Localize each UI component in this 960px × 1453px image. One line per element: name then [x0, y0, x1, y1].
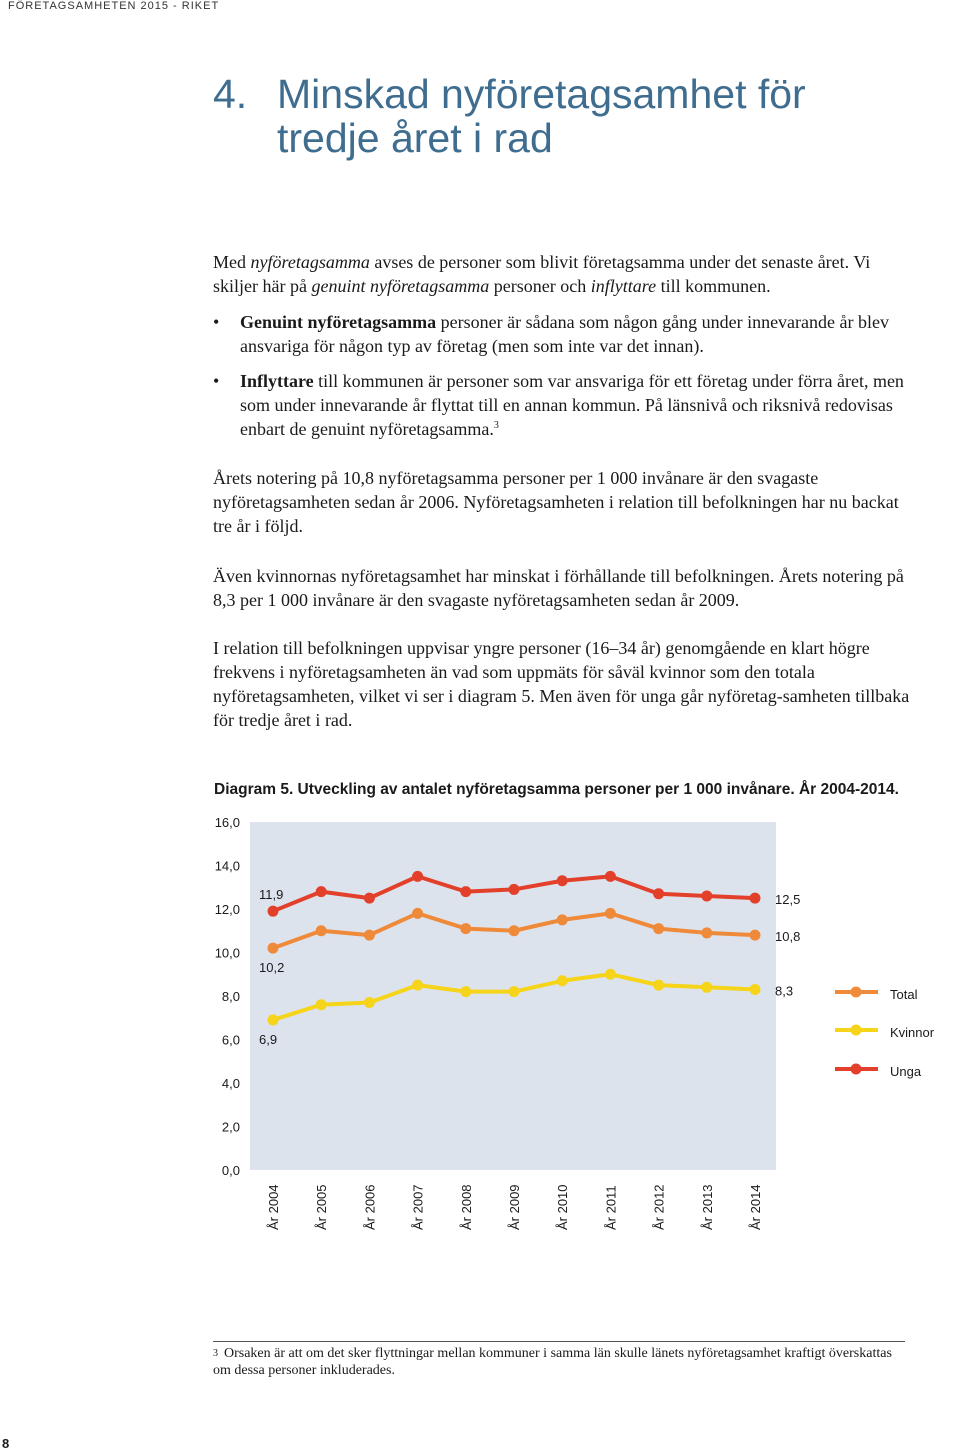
paragraph-total: Årets notering på 10,8 nyföretagsamma personer per 1 000 invånare är den svagaste nyföretagsamheten sedan år 2006. Nyföretagsamheten i relation till befolkningen har nu backat tre år i följd.: [213, 468, 899, 536]
y-tick-label: 0,0: [221, 1163, 240, 1178]
data-point-kvinnor: [268, 1014, 279, 1025]
data-point-kvinnor: [701, 982, 712, 993]
legend-marker-unga: [851, 1064, 862, 1075]
intro-paragraph: Med nyföretagsamma avses de personer som blivit företagsamma under det senaste året. Vi skiljer här på genuint nyföretagsamma personer och inflyttare till kommunen.: [213, 252, 871, 296]
paragraph-kvinnor: Även kvinnornas nyföretagsamhet har minskat i förhållande till befolkningen. Årets notering på 8,3 per 1 000 invånare är den svagaste nyföretagsamheten sedan år 2009.: [213, 566, 904, 610]
page-number: 8: [2, 1436, 10, 1451]
data-point-unga: [316, 886, 327, 897]
x-tick-label: År 2014: [748, 1184, 763, 1230]
footnote-reference[interactable]: 3: [493, 420, 499, 431]
data-point-unga: [557, 875, 568, 886]
chapter-title-text: Minskad nyföretagsamhet för tredje året i rad: [277, 71, 806, 161]
chapter-title: [213, 72, 913, 160]
bullet-dot: •: [213, 371, 220, 391]
data-point-kvinnor: [460, 986, 471, 997]
data-label: 8,3: [775, 983, 794, 999]
x-tick-label: År 2008: [458, 1184, 474, 1230]
data-point-total: [701, 927, 712, 938]
data-point-total: [268, 943, 279, 954]
y-tick-label: 2,0: [221, 1119, 240, 1135]
data-point-unga: [412, 871, 423, 882]
data-label: 10,8: [775, 929, 801, 945]
data-point-unga: [701, 890, 712, 901]
data-point-total: [557, 914, 568, 925]
bullet-lead: Genuint nyföretagsamma: [240, 312, 437, 332]
footnote-divider: [213, 1341, 905, 1342]
data-point-total: [316, 925, 327, 936]
x-tick-label: År 2011: [603, 1185, 619, 1230]
bullet-text: till kommunen är personer som var ansvariga för ett företag under förra året, men som under innevarande år flyttat till en annan kommun. På länsnivå och riksnivå redovisas enbart de genuint nyföretagsamma.: [240, 371, 904, 439]
legend-label-kvinnor: Kvinnor: [890, 1025, 935, 1040]
y-tick-label: 6,0: [221, 1032, 240, 1048]
data-point-kvinnor: [509, 986, 520, 997]
bullet-text: personer är sådana som någon gång under innevarande år blev ansvariga för någon typ av företag (men som inte var det innan).: [240, 312, 889, 356]
data-point-kvinnor: [316, 999, 327, 1010]
bullet-inflyttare: [213, 369, 913, 441]
running-head: FÖRETAGSAMHETEN 2015 - RIKET: [8, 0, 220, 12]
x-tick-label: År 2007: [410, 1184, 426, 1230]
data-point-total: [509, 925, 520, 936]
x-tick-label: År 2012: [651, 1184, 667, 1230]
data-label: 11,9: [259, 887, 284, 903]
x-tick-label: År 2009: [507, 1184, 522, 1230]
data-point-kvinnor: [412, 980, 423, 991]
data-label: 6,9: [259, 1031, 278, 1047]
data-point-total: [605, 908, 616, 919]
chapter-number: 4.: [213, 71, 248, 117]
data-point-kvinnor: [557, 975, 568, 986]
data-label: 10,2: [259, 960, 285, 976]
y-tick-label: 4,0: [221, 1076, 240, 1091]
line-chart: [0, 800, 960, 1240]
y-tick-label: 10,0: [214, 945, 240, 961]
bullet-genuint: [213, 310, 913, 358]
data-point-unga: [460, 886, 471, 897]
y-tick-label: 8,0: [221, 989, 240, 1004]
data-point-total: [653, 923, 664, 934]
y-tick-label: 16,0: [214, 815, 240, 830]
legend-label-total: Total: [890, 987, 918, 1002]
data-point-total: [460, 923, 471, 934]
data-point-kvinnor: [364, 997, 375, 1008]
data-point-unga: [605, 871, 616, 882]
x-tick-label: År 2005: [314, 1184, 330, 1230]
footnote-text: Orsaken är att om det sker flyttningar mellan kommuner i samma län skulle länets nyföretagsamhet kraftigt överskattas om dessa personer inkluderades.: [213, 1346, 892, 1378]
diagram-title: Diagram 5. Utveckling av antalet nyföretagsamma personer per 1 000 invånare. År 2004-2014.: [214, 781, 899, 798]
footnote-number: 3: [213, 1348, 218, 1359]
x-tick-label: År 2006: [362, 1184, 378, 1230]
x-tick-label: År 2013: [699, 1184, 715, 1230]
bullet-lead: Inflyttare: [240, 371, 314, 391]
data-point-unga: [750, 893, 761, 904]
bullet-dot: •: [213, 312, 220, 332]
data-label: 12,5: [775, 892, 801, 908]
data-point-unga: [509, 884, 520, 895]
paragraph-unga: I relation till befolkningen uppvisar yngre personer (16–34 år) genomgående en klart högre frekvens i nyföretagsamheten än vad som uppmäts för såväl kvinnor som den totala nyföretagsamheten, vilket vi ser i diagram 5. Men även för unga går nyföretag-samheten tillbaka för tredje året i rad.: [213, 638, 910, 730]
data-point-kvinnor: [750, 984, 761, 995]
data-point-total: [364, 930, 375, 941]
data-point-total: [412, 908, 423, 919]
footnote: [213, 1345, 913, 1379]
x-tick-label: År 2010: [555, 1184, 571, 1230]
y-tick-label: 14,0: [214, 858, 240, 874]
data-point-total: [750, 930, 761, 941]
legend-marker-total: [851, 987, 862, 998]
data-point-unga: [364, 893, 375, 904]
data-point-unga: [268, 906, 279, 917]
data-point-kvinnor: [605, 969, 616, 980]
y-tick-label: 12,0: [214, 902, 240, 917]
x-tick-label: År 2004: [266, 1184, 281, 1230]
data-point-kvinnor: [653, 980, 664, 991]
legend-label-unga: Unga: [890, 1064, 922, 1079]
legend-marker-kvinnor: [851, 1025, 862, 1036]
data-point-unga: [653, 888, 664, 899]
